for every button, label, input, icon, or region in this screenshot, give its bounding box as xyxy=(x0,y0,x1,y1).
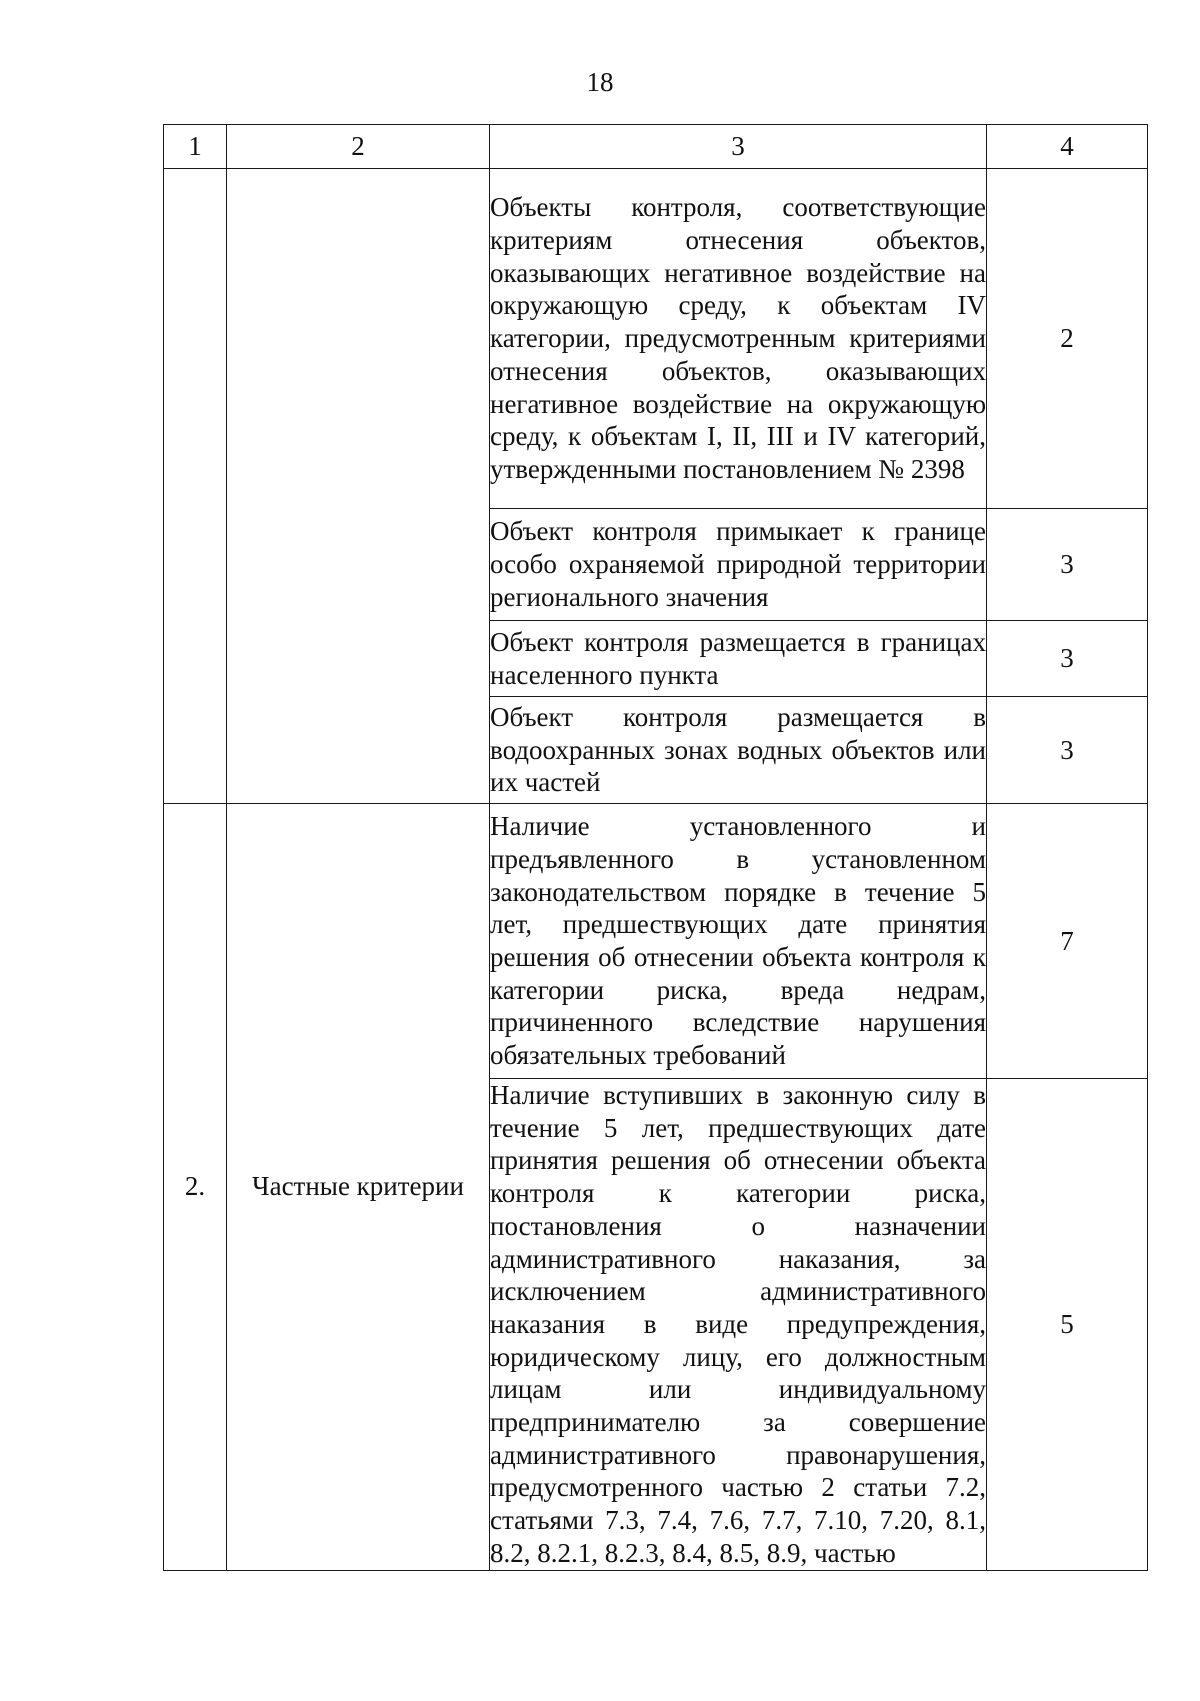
group-2-name-cell: Частные критерии xyxy=(227,804,490,1571)
page-number: 18 xyxy=(586,67,614,97)
score-value: 3 xyxy=(987,509,1148,621)
header-cell-4: 4 xyxy=(987,125,1148,169)
score-value: 3 xyxy=(987,697,1148,804)
score-value: 2 xyxy=(987,169,1148,509)
score-value: 5 xyxy=(987,1079,1148,1571)
criteria-table xyxy=(163,124,1148,1571)
criteria-table-wrapper xyxy=(163,124,1148,1571)
group-2-number-cell: 2. xyxy=(164,804,227,1571)
criterion-text: Наличие установленного и предъявленного в установленном законодательством порядке в течение 5 лет, предшествующих дате принятия решения об отнесении объекта контроля к категории риска, вреда недрам, причиненного вследствие нарушения обязательных требований xyxy=(490,804,987,1079)
group-1-name-cell xyxy=(227,169,490,804)
criterion-text: Объект контроля примыкает к границе особо охраняемой природной территории регионального значения xyxy=(490,509,987,621)
score-value: 3 xyxy=(987,621,1148,697)
criterion-text: Объекты контроля, соответствующие критериям отнесения объектов, оказывающих негативное воздействие на окружающую среду, к объектам IV категории, предусмотренным критериями отнесения объектов, оказывающих негативное воздействие на окружающую среду, к объектам I, II, III и IV категорий, утвержденными постановлением № 2398 xyxy=(490,169,987,509)
header-cell-3: 3 xyxy=(490,125,987,169)
header-cell-1: 1 xyxy=(164,125,227,169)
score-value: 7 xyxy=(987,804,1148,1079)
table-row xyxy=(164,169,1148,509)
criterion-text: Объект контроля размещается в границах населенного пункта xyxy=(490,621,987,697)
table-row xyxy=(164,804,1148,1079)
header-cell-2: 2 xyxy=(227,125,490,169)
criterion-text: Объект контроля размещается в водоохранных зонах водных объектов или их частей xyxy=(490,697,987,804)
group-1-number-cell xyxy=(164,169,227,804)
table-header-row xyxy=(164,125,1148,169)
criterion-text: Наличие вступивших в законную силу в течение 5 лет, предшествующих дате принятия решения об отнесении объекта контроля к категории риска, постановления о назначении административного наказания, за исключением административного наказания в виде предупреждения, юридическому лицу, его должностным лицам или индивидуальному предпринимателю за совершение административного правонарушения, предусмотренного частью 2 статьи 7.2, статьями 7.3, 7.4, 7.6, 7.7, 7.10, 7.20, 8.1, 8.2, 8.2.1, 8.2.3, 8.4, 8.5, 8.9, частью xyxy=(490,1079,987,1571)
